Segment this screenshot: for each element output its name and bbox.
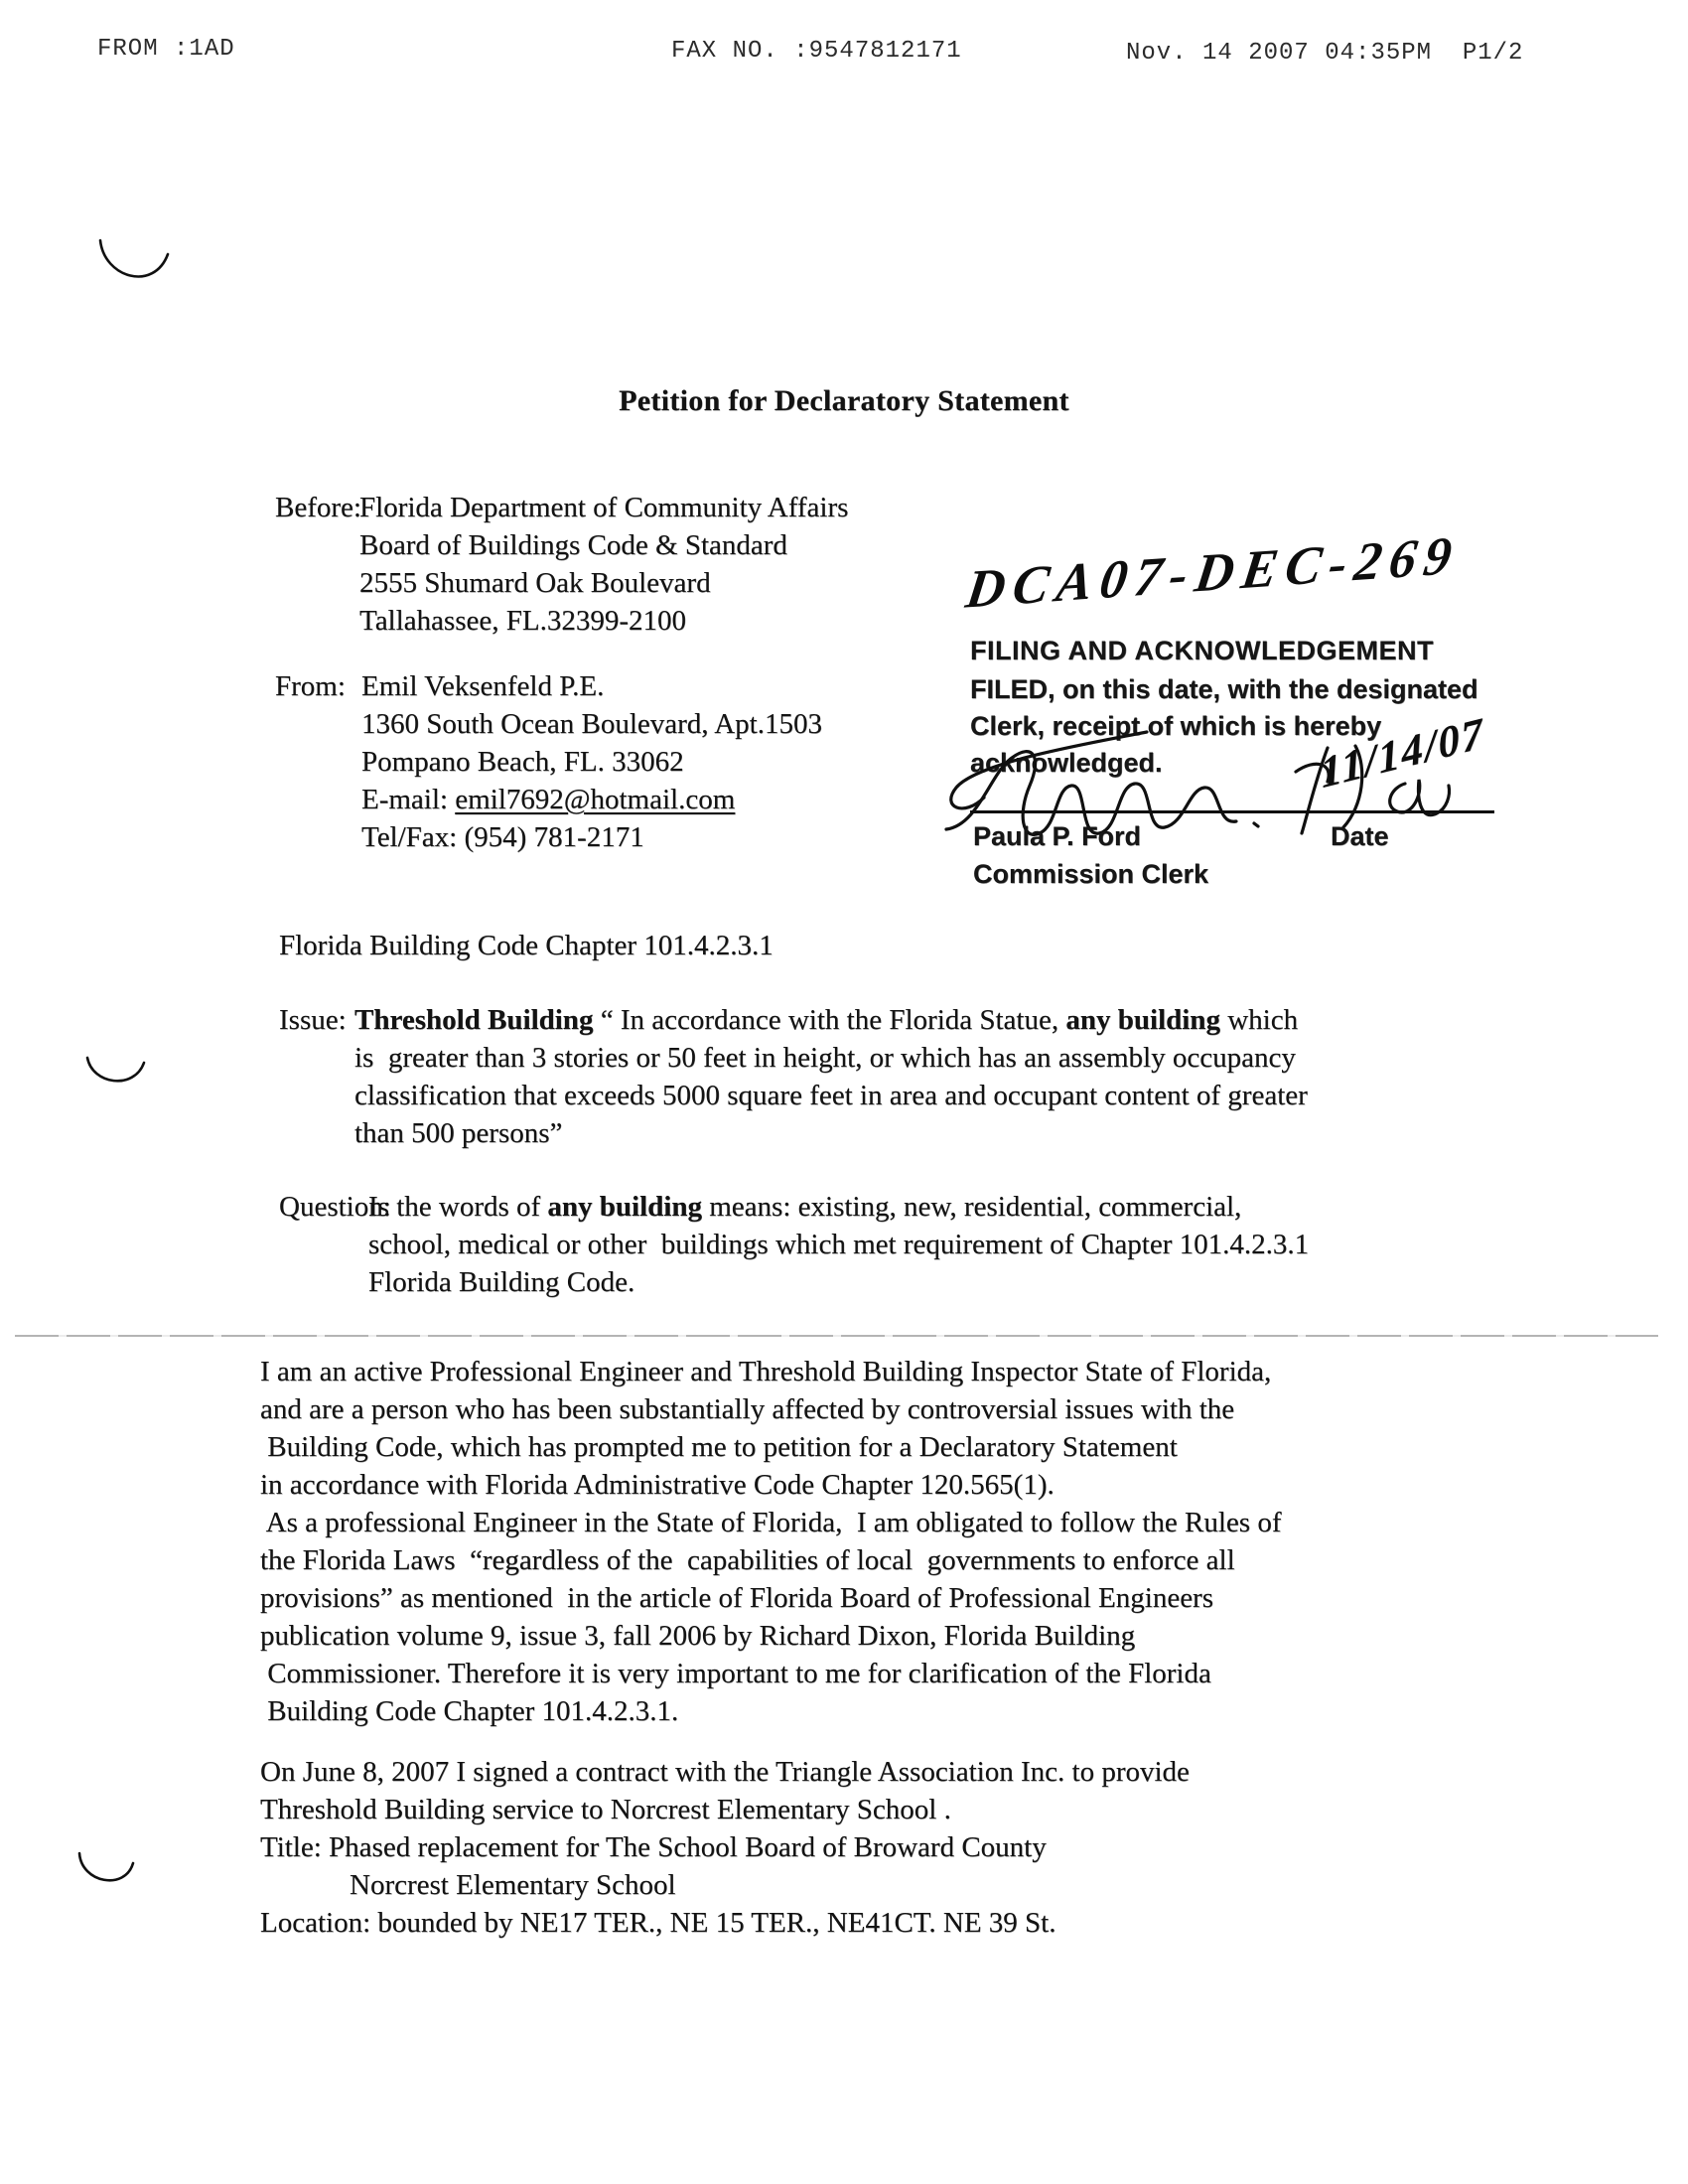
email-label: E-mail: [361, 784, 456, 815]
issue-label: Issue: [279, 1004, 347, 1036]
fax-header-number: FAX NO. :9547812171 [671, 38, 962, 65]
closing-line: Title: Phased replacement for The School Board of Broward County [260, 1831, 1047, 1863]
sender-email-line [361, 781, 735, 818]
sender-address-line: 1360 South Ocean Boulevard, Apt.1503 [361, 708, 822, 740]
issue-line: than 500 persons” [354, 1117, 563, 1149]
body-line: in accordance with Florida Administrative Code Chapter 120.565(1). [260, 1469, 1055, 1501]
signer-name: Paula P. Ford [973, 821, 1142, 851]
body-line: I am an active Professional Engineer and Threshold Building Inspector State of Florida, [260, 1356, 1272, 1387]
pen-mark-arc [75, 1849, 137, 1893]
handwritten-date: 11/14/07 [1318, 707, 1487, 799]
before-line: 2555 Shumard Oak Boulevard [359, 567, 711, 599]
body-line: Building Code Chapter 101.4.2.3.1. [260, 1695, 679, 1727]
body-line: Building Code, which has prompted me to petition for a Declaratory Statement [260, 1431, 1178, 1463]
code-reference: Florida Building Code Chapter 101.4.2.3.1 [279, 930, 774, 961]
before-line: Florida Department of Community Affairs [359, 492, 849, 523]
from-label: From: [275, 670, 346, 702]
sender-name: Emil Veksenfeld P.E. [361, 670, 605, 702]
closing-line-indented: Norcrest Elementary School [350, 1869, 676, 1901]
handwritten-case-number: DCA07-DEC-269 [962, 524, 1464, 620]
stamp-body-line: Clerk, receipt of which is hereby [970, 711, 1382, 741]
pen-mark-arc [94, 236, 174, 298]
pen-mark-arc [84, 1055, 148, 1094]
body-line: As a professional Engineer in the State of Florida, I am obligated to follow the Rules of [260, 1507, 1282, 1538]
fax-header-from: FROM :1AD [97, 36, 235, 63]
sender-telfax: Tel/Fax: (954) 781-2171 [361, 821, 644, 853]
question-label: Question: [279, 1191, 391, 1223]
issue-bold-threshold-building: Threshold Building [354, 1004, 601, 1036]
body-line: Commissioner. Therefore it is very important to me for clarification of the Florida [260, 1658, 1211, 1689]
question-bold-any-building: any building [547, 1191, 702, 1223]
email-address: emil7692@hotmail.com [455, 784, 736, 815]
sender-address-line: Pompano Beach, FL. 33062 [361, 746, 684, 778]
stamp-body-line: FILED, on this date, with the designated [970, 674, 1478, 704]
question-line: Is the words of any building means: existing, new, residential, commercial, [368, 1191, 1242, 1223]
date-label: Date [1331, 821, 1389, 851]
before-line: Tallahassee, FL.32399-2100 [359, 605, 686, 637]
stamp-body-line: acknowledged. [970, 748, 1163, 778]
signer-role: Commission Clerk [973, 859, 1209, 889]
fax-header-datetime: Nov. 14 2007 04:35PM P1/2 [1126, 40, 1524, 67]
body-line: provisions” as mentioned in the article of Florida Board of Professional Engineers [260, 1582, 1214, 1614]
body-line: the Florida Laws “regardless of the capabilities of local governments to enforce all [260, 1544, 1235, 1576]
signature-line [970, 810, 1494, 813]
closing-line: Threshold Building service to Norcrest Elementary School . [260, 1794, 951, 1825]
issue-line: classification that exceeds 5000 square feet in area and occupant content of greater [354, 1080, 1308, 1111]
question-line: Florida Building Code. [368, 1266, 635, 1298]
question-line: school, medical or other buildings which met requirement of Chapter 101.4.2.3.1 [368, 1229, 1310, 1260]
issue-bold-any-building: any building [1065, 1004, 1220, 1036]
closing-line: On June 8, 2007 I signed a contract with the Triangle Association Inc. to provide [260, 1756, 1190, 1788]
closing-line: Location: bounded by NE17 TER., NE 15 TER., NE41CT. NE 39 St. [260, 1907, 1056, 1939]
stamp-heading: FILING AND ACKNOWLEDGEMENT [970, 636, 1434, 665]
document-title: Petition for Declaratory Statement [619, 384, 1069, 417]
before-label: Before: [275, 492, 361, 523]
issue-line: is greater than 3 stories or 50 feet in height, or which has an assembly occupancy [354, 1042, 1296, 1074]
body-line: publication volume 9, issue 3, fall 2006 by Richard Dixon, Florida Building [260, 1620, 1136, 1652]
scan-artifact-line [15, 1335, 1658, 1337]
before-line: Board of Buildings Code & Standard [359, 529, 787, 561]
issue-line: Threshold Building “ In accordance with the Florida Statue, any building which [354, 1004, 1299, 1036]
body-line: and are a person who has been substantially affected by controversial issues with the [260, 1393, 1235, 1425]
